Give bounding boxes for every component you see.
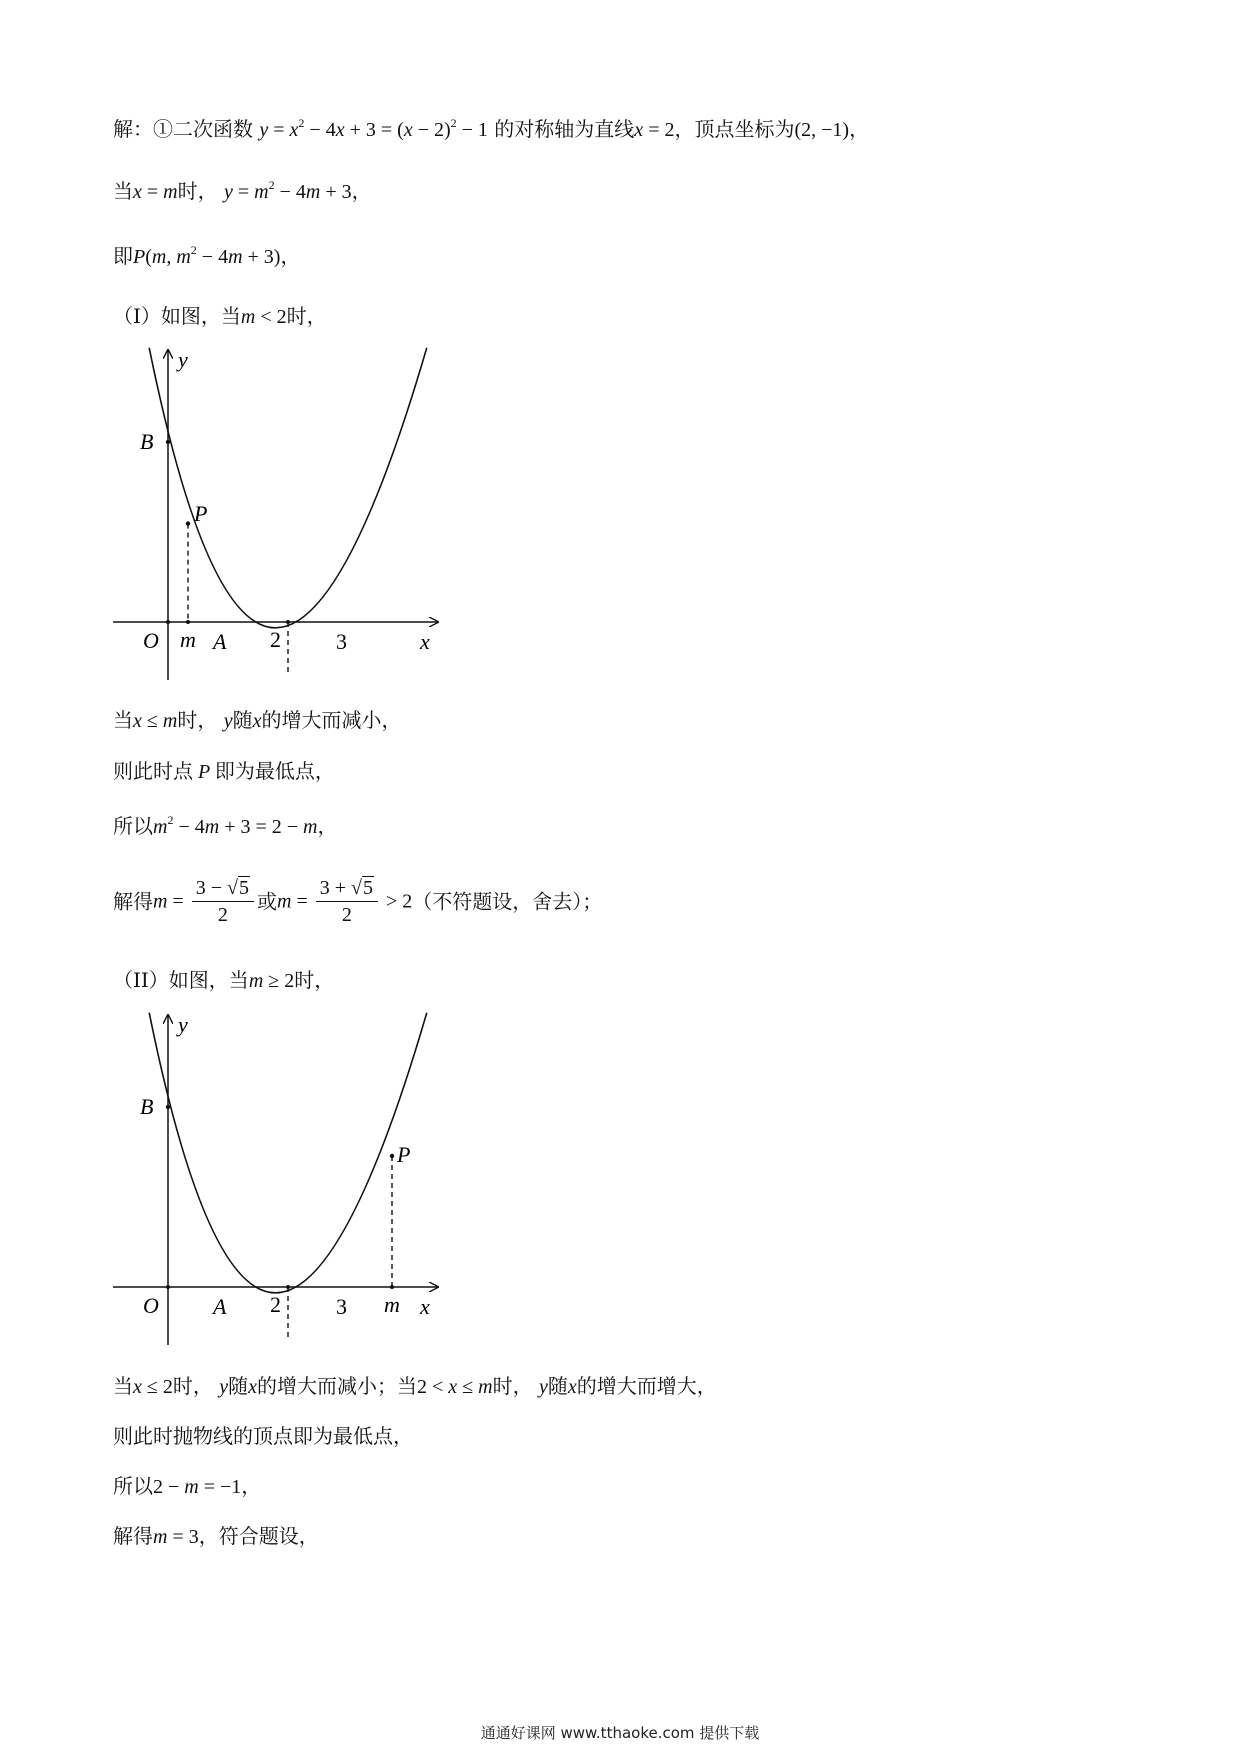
label-p: P (194, 501, 208, 526)
formula-quadratic: y (259, 119, 269, 141)
solution-line-8: 解得m = $\frac{3 - √5}{2}$ 或m = $\frac{3 + √5}{2}$ > 2（不符题设，舍去）； (113, 877, 603, 926)
point-m (390, 1285, 394, 1289)
case-2-heading: （II）如图，当m ≥ 2时， (113, 968, 335, 992)
label-o: O (143, 628, 159, 653)
point-2 (286, 620, 290, 624)
point-m (186, 620, 190, 624)
point-p (186, 521, 190, 525)
point-origin (166, 620, 170, 624)
solution-line-12: 所以2 − m = −1， (113, 1474, 262, 1498)
solution-line-5: 当x ≤ m时， y随x的增大而减小， (113, 708, 402, 732)
solution-line-3: 即P(m, $m^2 - 4m + 3$)， (113, 243, 301, 268)
label-3: 3 (336, 629, 347, 654)
parabola-curve (149, 348, 427, 628)
solution-line-10: 当x ≤ 2时， y随x的增大而减小；当2 < x ≤ m时， y随x的增大而增大， (113, 1374, 717, 1398)
parabola-graph-case-1 (108, 345, 448, 685)
solution-line-11: 则此时抛物线的顶点即为最低点， (113, 1424, 413, 1448)
solution-line-7: 所以$m^2 - 4m + 3 = 2 - m$， (113, 813, 338, 838)
point-p (390, 1154, 394, 1158)
point-b (166, 1105, 170, 1109)
label-a: A (213, 629, 227, 654)
point-b (166, 440, 170, 444)
label-m: m (180, 627, 196, 652)
solution-line-13: 解得m = 3，符合题设， (113, 1524, 319, 1548)
label-2: 2 (270, 627, 281, 652)
page-footer: 通通好课网 www.tthaoke.com 提供下载 (480, 1724, 760, 1742)
label-b: B (140, 429, 154, 454)
fraction-root-1: $\frac{3 - √5}{2}$ (192, 878, 254, 925)
point-origin (166, 1285, 170, 1289)
fraction-root-2: $\frac{3 + √5}{2}$ (316, 878, 378, 925)
parabola-curve (149, 1013, 427, 1293)
solution-line-1: 解：①二次函数 $y = x^2 - 4x + 3 = (x - 2)^2 - 1$ 的对称轴为直线x = 2，顶点坐标为(2, −1)， (113, 116, 870, 141)
label-x: x (420, 629, 430, 654)
label-y: y (178, 1012, 188, 1037)
label-o: O (143, 1293, 159, 1318)
case-1-heading: （I）如图，当m < 2时， (113, 304, 327, 328)
label-y: y (178, 347, 188, 372)
label-m: m (384, 1292, 400, 1317)
label-a: A (213, 1294, 227, 1319)
label-x: x (420, 1294, 430, 1319)
label-p: P (397, 1142, 411, 1167)
label-b: B (140, 1094, 154, 1119)
point-2 (286, 1285, 290, 1289)
parabola-graph-case-2 (108, 1010, 448, 1350)
solution-line-6: 则此时点 P 即为最低点， (113, 759, 335, 783)
label-3: 3 (336, 1294, 347, 1319)
label-2: 2 (270, 1292, 281, 1317)
solution-line-2: 当x = m时， $y = m^2 - 4m + 3$， (113, 178, 372, 203)
